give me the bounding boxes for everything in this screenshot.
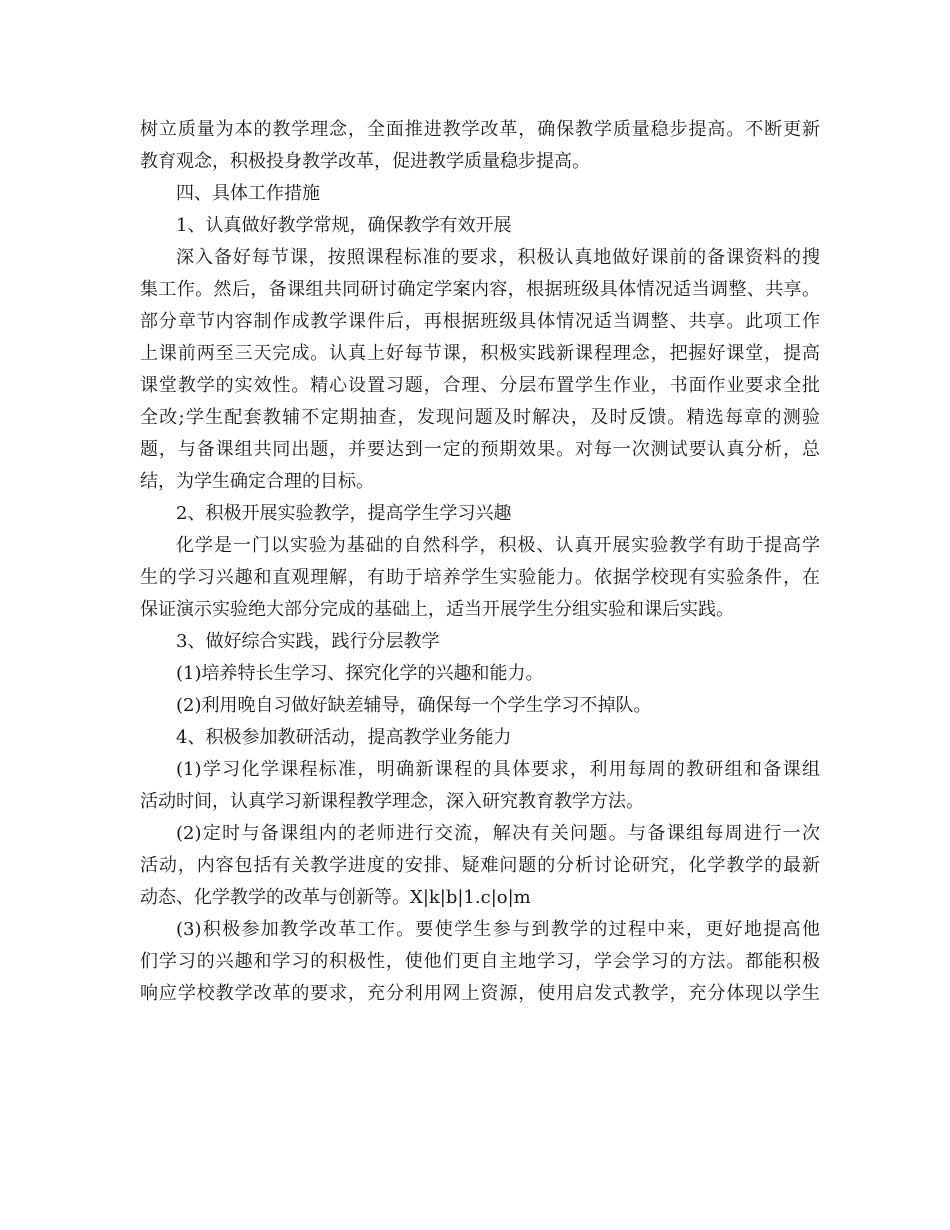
text-line: 3、做好综合实践，践行分层教学: [176, 631, 440, 652]
text-line: (2)利用晚自习做好缺差辅导，确保每一个学生学习不掉队。: [176, 695, 652, 716]
document-body: [140, 114, 820, 1010]
text-line: 响应学校教学改革的要求，充分利用网上资源，使用启发式教学，充分体现以学生: [140, 983, 820, 1004]
text-line: 四、具体工作措施: [176, 183, 320, 204]
text-line: 深入备好每节课，按照课程标准的要求，积极认真地做好课前的备课资料的搜: [176, 247, 820, 268]
document-page: [140, 114, 820, 1010]
text-line: 们学习的兴趣和学习的积极性，使他们更自主地学习，学会学习的方法。都能积极: [140, 951, 820, 972]
text-line: 上课前两至三天完成。认真上好每节课，积极实践新课程理念，把握好课堂，提高: [140, 343, 820, 364]
text-line: 结，为学生确定合理的目标。: [140, 471, 374, 492]
text-line: (1)学习化学课程标准，明确新课程的具体要求，利用每周的教研组和备课组: [176, 759, 820, 780]
text-line: 4、积极参加教研活动，提高教学业务能力: [176, 727, 512, 748]
text-line: (1)培养特长生学习、探究化学的兴趣和能力。: [176, 663, 544, 684]
text-line: 保证演示实验绝大部分完成的基础上，适当开展学生分组实验和课后实践。: [140, 599, 734, 620]
text-line: 活动，内容包括有关教学进度的安排、疑难问题的分析讨论研究，化学教学的最新: [140, 855, 820, 876]
text-line: 动态、化学教学的改革与创新等。X|k|b|1.c|o|m: [140, 887, 531, 908]
text-line: 化学是一门以实验为基础的自然科学，积极、认真开展实验教学有助于提高学: [176, 535, 820, 556]
text-line: 活动时间，认真学习新课程教学理念，深入研究教育教学方法。: [140, 791, 644, 812]
text-line: 集工作。然后，备课组共同研讨确定学案内容，根据班级具体情况适当调整、共享。: [140, 279, 820, 300]
text-line: (3)积极参加教学改革工作。要使学生参与到教学的过程中来，更好地提高他: [176, 919, 820, 940]
text-line: 全改;学生配套教辅不定期抽查，发现问题及时解决，及时反馈。精选每章的测验: [140, 407, 820, 428]
text-line: 2、积极开展实验教学，提高学生学习兴趣: [176, 503, 512, 524]
text-line: 生的学习兴趣和直观理解，有助于培养学生实验能力。依据学校现有实验条件，在: [140, 567, 820, 588]
text-line: 部分章节内容制作成教学课件后，再根据班级具体情况适当调整、共享。此项工作: [140, 311, 820, 332]
text-line: 1、认真做好教学常规，确保教学有效开展: [176, 215, 512, 236]
text-line: 题，与备课组共同出题，并要达到一定的预期效果。对每一次测试要认真分析，总: [140, 439, 820, 460]
text-line: 课堂教学的实效性。精心设置习题，合理、分层布置学生作业，书面作业要求全批: [140, 375, 820, 396]
text-line: 树立质量为本的教学理念，全面推进教学改革，确保教学质量稳步提高。不断更新: [140, 119, 820, 140]
text-line: 教育观念，积极投身教学改革，促进教学质量稳步提高。: [140, 151, 590, 172]
text-line: (2)定时与备课组内的老师进行交流，解决有关问题。与备课组每周进行一次: [176, 823, 820, 844]
